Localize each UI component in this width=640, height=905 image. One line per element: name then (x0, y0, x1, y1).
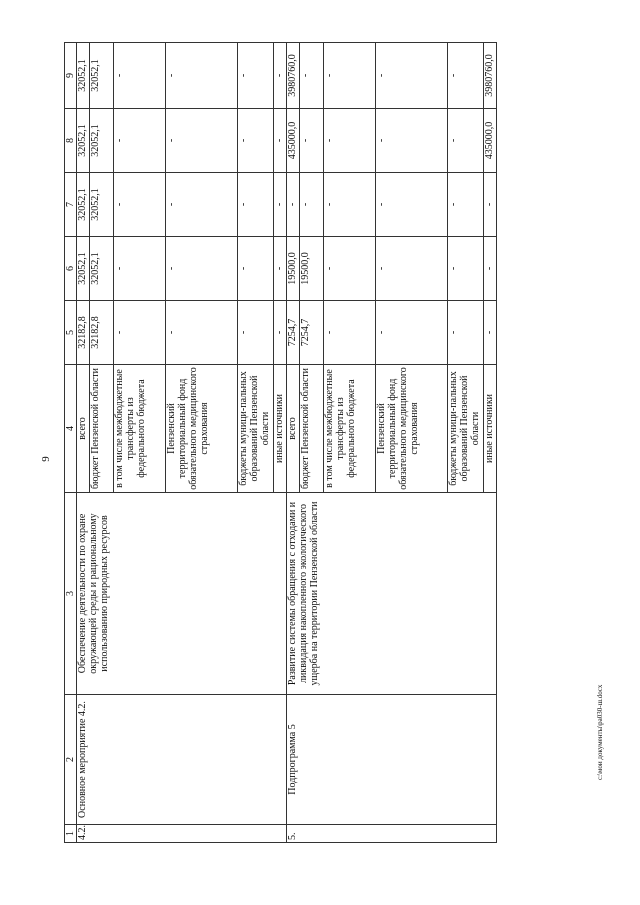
value-cell: 32182,8 (90, 301, 114, 365)
funding-source: всего (77, 365, 90, 493)
value-cell: - (114, 109, 166, 173)
value-cell: - (166, 173, 238, 237)
value-cell: 19500,0 (300, 237, 324, 301)
header-row (65, 43, 77, 843)
value-cell: 19500,0 (287, 237, 300, 301)
value-cell: - (114, 173, 166, 237)
value-cell: - (376, 237, 448, 301)
value-cell: - (448, 173, 484, 237)
value-cell: 435000,0 (484, 109, 497, 173)
value-cell: - (166, 301, 238, 365)
header-cell: 1 (65, 825, 77, 843)
budget-table (64, 42, 497, 843)
value-cell: - (300, 109, 324, 173)
rotated-sheet (64, 43, 581, 843)
section-desc: Обеспечение деятельности по охране окружающей среды и рациональному использованию природных ресурсов (77, 493, 287, 695)
value-cell: - (238, 237, 274, 301)
value-cell: 3980760,0 (484, 43, 497, 109)
page-number: 9 (39, 456, 52, 462)
header-cell: 4 (65, 365, 77, 493)
funding-source: всего (287, 365, 300, 493)
value-cell: - (484, 301, 497, 365)
header-cell: 9 (65, 43, 77, 109)
value-cell: - (114, 43, 166, 109)
value-cell: 7254,7 (287, 301, 300, 365)
value-cell: - (324, 301, 376, 365)
section-name: Основное мероприятие 4.2. (77, 695, 287, 825)
header-cell: 2 (65, 695, 77, 825)
value-cell: - (274, 173, 287, 237)
footer-path: c:\мои документы\pa030-ш.docx (596, 684, 604, 780)
value-cell: 32052,1 (77, 109, 90, 173)
value-cell: - (484, 173, 497, 237)
value-cell: - (300, 173, 324, 237)
value-cell: - (114, 301, 166, 365)
funding-source: бюджет Пензенской области (300, 365, 324, 493)
value-cell: - (324, 173, 376, 237)
funding-source: иные источники (484, 365, 497, 493)
value-cell: - (274, 237, 287, 301)
value-cell: - (300, 43, 324, 109)
header-cell: 8 (65, 109, 77, 173)
value-cell: 32052,1 (90, 109, 114, 173)
value-cell: - (448, 109, 484, 173)
value-cell: 32052,1 (77, 237, 90, 301)
value-cell: 32052,1 (90, 43, 114, 109)
header-cell: 6 (65, 237, 77, 301)
funding-source: бюджеты муници-пальных образований Пензенской области (238, 365, 274, 493)
value-cell: - (114, 237, 166, 301)
value-cell: - (166, 237, 238, 301)
value-cell: - (448, 237, 484, 301)
value-cell: 32052,1 (90, 173, 114, 237)
value-cell: - (238, 173, 274, 237)
header-cell: 3 (65, 493, 77, 695)
value-cell: 32052,1 (77, 173, 90, 237)
header-cell: 5 (65, 301, 77, 365)
value-cell: 32052,1 (77, 43, 90, 109)
value-cell: 3980760,0 (287, 43, 300, 109)
header-cell: 7 (65, 173, 77, 237)
value-cell: - (238, 109, 274, 173)
value-cell: 32052,1 (90, 237, 114, 301)
funding-source: иные источники (274, 365, 287, 493)
value-cell: - (376, 173, 448, 237)
value-cell: 435000,0 (287, 109, 300, 173)
value-cell: 32182,8 (77, 301, 90, 365)
value-cell: - (238, 301, 274, 365)
value-cell: - (448, 43, 484, 109)
value-cell: - (274, 109, 287, 173)
funding-source: Пензенский территориальный фонд обязательного медицинского страхования (166, 365, 238, 493)
funding-source: в том числе межбюджетные трансферты из федерального бюджета (324, 365, 376, 493)
value-cell: 7254,7 (300, 301, 324, 365)
value-cell: - (238, 43, 274, 109)
section-name: Подпрограмма 5 (287, 695, 497, 825)
funding-source: бюджет Пензенской области (90, 365, 114, 493)
value-cell: - (324, 237, 376, 301)
value-cell: - (376, 43, 448, 109)
value-cell: - (484, 237, 497, 301)
section-desc: Развитие системы обращения с отходами и ликвидация накопленного экологического ущерба на территории Пензенской области (287, 493, 497, 695)
table-row (77, 43, 90, 843)
section-no: 5. (287, 825, 497, 843)
funding-source: бюджеты муници-пальных образований Пензенской области (448, 365, 484, 493)
funding-source: Пензенский территориальный фонд обязательного медицинского страхования (376, 365, 448, 493)
value-cell: - (274, 301, 287, 365)
value-cell: - (376, 109, 448, 173)
value-cell: - (274, 43, 287, 109)
value-cell: - (166, 109, 238, 173)
value-cell: - (324, 43, 376, 109)
funding-source: в том числе межбюджетные трансферты из федерального бюджета (114, 365, 166, 493)
value-cell: - (324, 109, 376, 173)
table-row (287, 43, 300, 843)
value-cell: - (376, 301, 448, 365)
value-cell: - (166, 43, 238, 109)
section-no: 4.2. (77, 825, 287, 843)
value-cell: - (448, 301, 484, 365)
value-cell: - (287, 173, 300, 237)
